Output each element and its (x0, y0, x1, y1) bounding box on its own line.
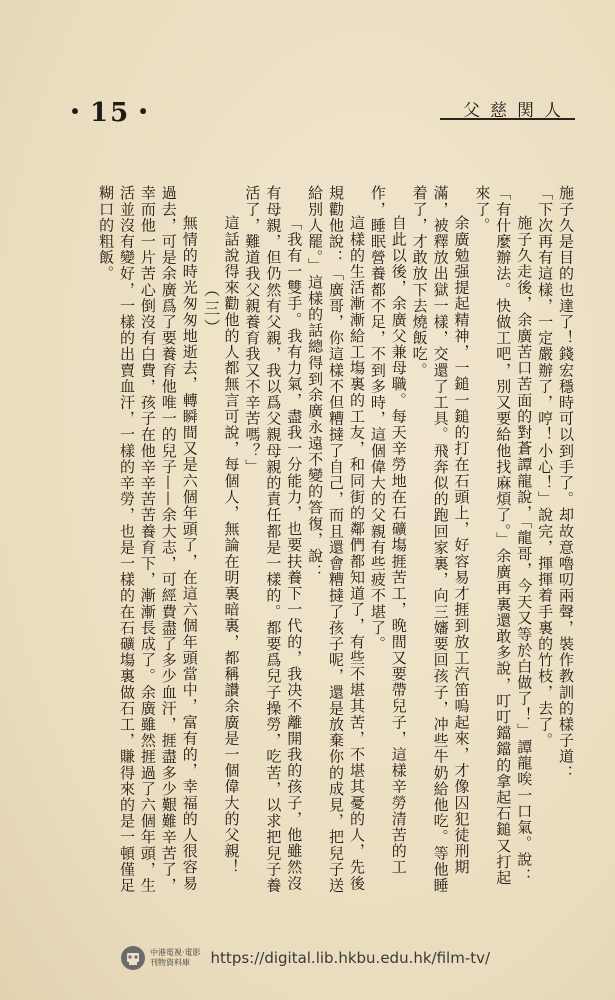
paragraph: 這話說得來勸他的人都無言可說，每個人，無論在明裏暗裏，都稱讚余廣是一個偉大的父親！ (222, 215, 241, 876)
chapter-heading: （三） (201, 281, 221, 338)
logo-line-2: 刊物資料庫 (150, 958, 190, 967)
paragraph: 這樣的生活漸漸給工塲裏的工友，和同街的鄰們都知道了，有些不堪其苦，不堪其憂的人，先後規勸他說：「廣哥，你這樣不但糟撻了自己，而且還會糟撻了孩子呢，還是放棄你的成見，把兒子送給別人罷。」這樣的話總得到余廣永遠不變的答復，說： (306, 185, 366, 894)
paragraph: 施子久走後，余廣苦口苦面的對蒼譚龍說，「龍哥，今天又等於白做了！」譚龍唉一口氣。說：「有什麼辦法。快做工吧，別又要給他找麻煩了。」余廣再裏還敢多說，叮叮鐺鐺的拿起石鎚又打起來了。 (473, 185, 534, 886)
paragraph: 施子久是目的也達了！錢宏穩時可以到手了。却故意嚕叨兩聲，裝作教訓的樣子道： (557, 185, 575, 781)
archive-logo-icon (120, 945, 146, 971)
archive-url[interactable]: https://digital.lib.hkbu.edu.hk/film-tv/ (210, 949, 491, 967)
header-rule (440, 118, 575, 120)
running-title: 父慈関人 (463, 101, 571, 121)
paragraph: 「我有一雙手。我有力氣，盡我一分能力，也要扶養下一代的，我决不離開我的孩子，他雖然沒有母親，但仍然有父親，我以爲父親母親的責任都是一樣的。都要爲兒子操勞，吃苦，以求把兒子養活了，難道我父親養育我又不辛苦嗎？」 (243, 185, 304, 894)
page-number: ・15・ (62, 98, 159, 128)
archive-watermark (120, 945, 490, 971)
archive-logo-text (150, 948, 201, 968)
logo-line-1: 中港電視·電影 (150, 948, 201, 957)
vertical-text-body (30, 185, 576, 895)
paragraph: 自此以後，余廣父兼母職。每天辛勞地在石礦塲捱苦工，晚間又要帶兒子，這樣辛勞清苦的工作，睡眠營養都不足，不到多時，這個偉大的父親有些疲不堪了。 (368, 185, 408, 876)
paragraph: 無情的時光匆匆地逝去，轉瞬間又是六個年頭了，在這六個年頭當中，富有的，幸福的人很容易過去，可是余廣爲了要養育他唯一的兒子——余大志，可經費盡了多少血汗，捱盡多少艱難辛苦了，幸而他一片苦心倒沒有白費，孩子在他辛辛苦苦養育下，漸漸長成了。余廣雖然捱過了六個年頭，生活並沒有變好，一樣的出賣血汗，一樣的辛勞，也是一樣的在石礦塲裏做石工，賺得來的是一頓僅足糊口的粗飯。 (97, 185, 199, 894)
paragraph: 余廣勉强提起精神，一鎚一鎚的打在石頭上，好容易才捱到放工汽笛嗚起來，才像囚犯徒刑期滿，被釋放出獄一樣，交還了工具。飛奔似的跑回家裏，向三嬸要回孩子，冲些牛奶給他吃。等他睡着了，才敢放下去燒飯吃。 (410, 185, 471, 894)
paragraph: 「下次再有這樣，一定嚴辦了，哼！小心！」說完，揮揮着手裏的竹枝，去了。 (536, 185, 555, 749)
